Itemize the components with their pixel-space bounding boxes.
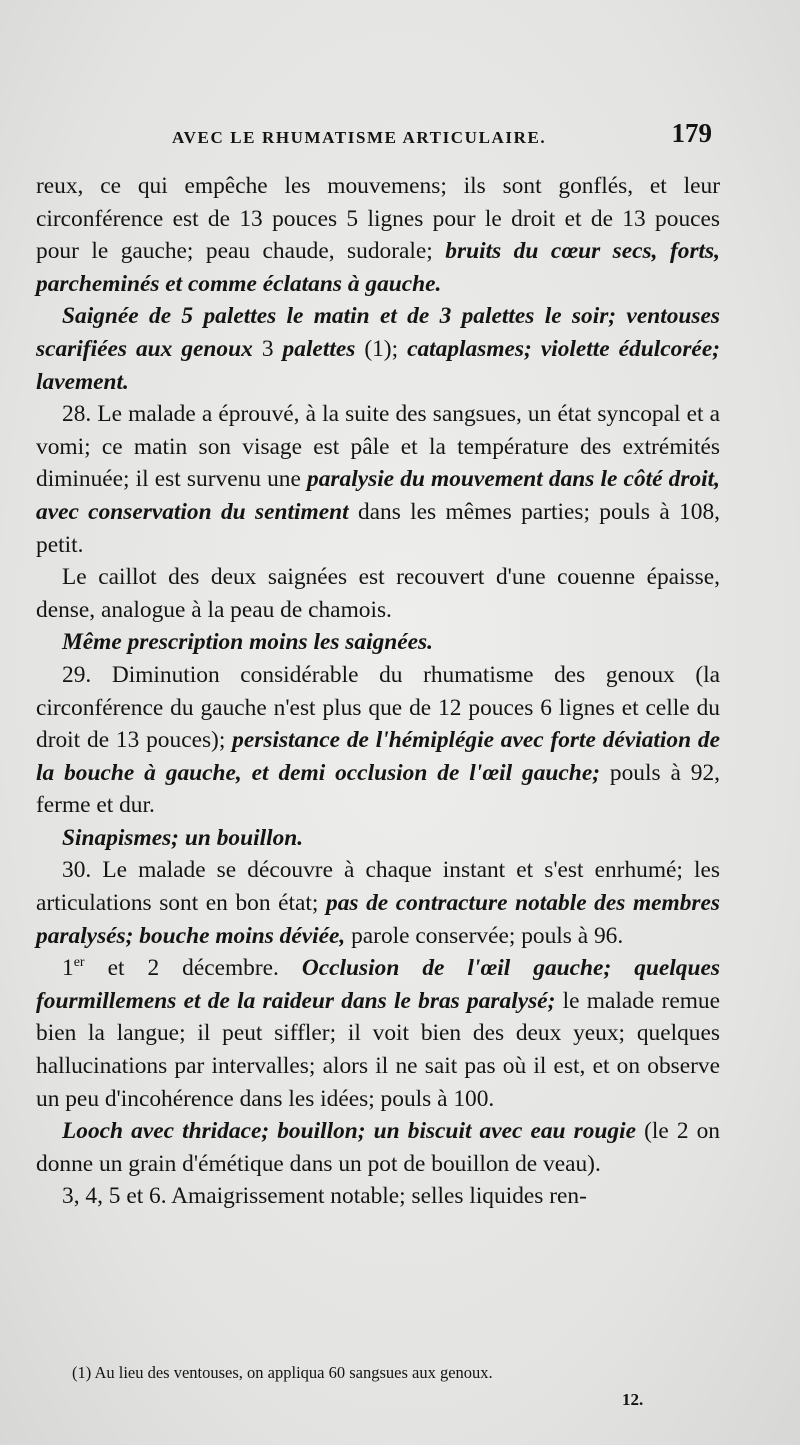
italic-text: Occlusion de l'œil gauche; quelques fourmillemens et de la raideur dans le bras paralysé; (36, 955, 720, 1014)
paragraph (36, 626, 720, 659)
paragraph (36, 952, 720, 1115)
italic-text: paralysie du mouvement dans le côté droit, avec conservation du sentiment (36, 466, 720, 525)
text-run: reux, ce qui empêche les mouvemens; ils sont gonflés, et leur circonférence est de 13 pouces 5 lignes pour le droit et de 13 pouces pour le gauche; peau chaude, sudorale; (36, 173, 720, 265)
italic-text: cataplasmes; violette édulcorée; lavement. (36, 335, 720, 395)
superscript: er (73, 955, 85, 971)
text-run: 28. Le malade a éprouvé, à la suite des sangsues, un état syncopal et a vomi; ce matin son visage est pâle et la température des extrémités diminuée; il est survenu une (36, 401, 720, 493)
paragraph (36, 659, 720, 822)
text-run: 29. Diminution considérable du rhumatisme des genoux (la circonférence du gauche n'est plus que de 12 pouces 6 lignes et celle du droit de 13 pouces); (36, 661, 720, 754)
italic-text: bruits du cœur secs, forts, parcheminés et comme éclatans à gauche. (36, 238, 721, 297)
text-run: dans les mêmes parties; pouls à 108, petit. (36, 498, 720, 558)
text-run: 3 (252, 335, 283, 362)
running-head: AVEC LE RHUMATISME ARTICULAIRE. (172, 128, 547, 147)
italic-text: Sinapismes; un bouillon. (62, 824, 304, 851)
text-run: Le caillot des deux saignées est recouvert d'une couenne épaisse, dense, analogue à la peau de chamois. (36, 564, 720, 623)
text-run: parole conservée; pouls à 96. (345, 922, 624, 949)
italic-text: palettes (282, 335, 356, 362)
body-text (36, 170, 720, 1213)
italic-text: Saignée de 5 palettes le matin et de 3 palettes le soir; ventouses scarifiées aux genoux (36, 303, 720, 362)
paragraph (36, 170, 720, 300)
text-run: (le 2 on donne un grain d'émétique dans un pot de bouillon de veau). (36, 1118, 720, 1177)
text-run: 1 (62, 955, 74, 982)
text-run: 3, 4, 5 et 6. Amaigrissement notable; selles liquides ren- (62, 1183, 587, 1210)
italic-text: Looch avec thridace; bouillon; un biscuit avec eau rougie (62, 1118, 636, 1145)
paragraph (36, 1180, 720, 1213)
page-number: 179 (671, 118, 712, 148)
footnote: (1) Au lieu des ventouses, on appliqua 60 sangsues aux genoux. (72, 1363, 493, 1382)
italic-text: pas de contracture notable des membres paralysés; bouche moins déviée, (36, 890, 720, 949)
italic-text: persistance de l'hémiplégie avec forte déviation de la bouche à gauche, et demi occlusion de l'œil gauche; (36, 727, 720, 786)
paragraph (36, 854, 720, 952)
italic-text: Même prescription moins les saignées. (62, 629, 434, 656)
paragraph (36, 1115, 720, 1180)
paragraph (36, 300, 720, 398)
text-run: 30. Le malade se découvre à chaque instant et s'est enrhumé; les articulations sont en bon état; (36, 857, 720, 917)
paragraph (36, 398, 720, 561)
text-run: pouls à 92, ferme et dur. (36, 759, 720, 819)
text-run: (1); (355, 335, 408, 362)
paragraph (36, 822, 720, 855)
paragraph (36, 561, 720, 626)
text-run: et 2 décembre. (84, 955, 302, 982)
text-run: le malade remue bien la langue; il peut siffler; il voit bien des deux yeux; quelques hallucinations par intervalles; alors il ne sait pas où il est, et on observe un peu d'incohérence dans les idées; pouls à 100. (36, 987, 720, 1112)
signature-mark: 12. (622, 1390, 644, 1409)
page-header (172, 118, 712, 154)
